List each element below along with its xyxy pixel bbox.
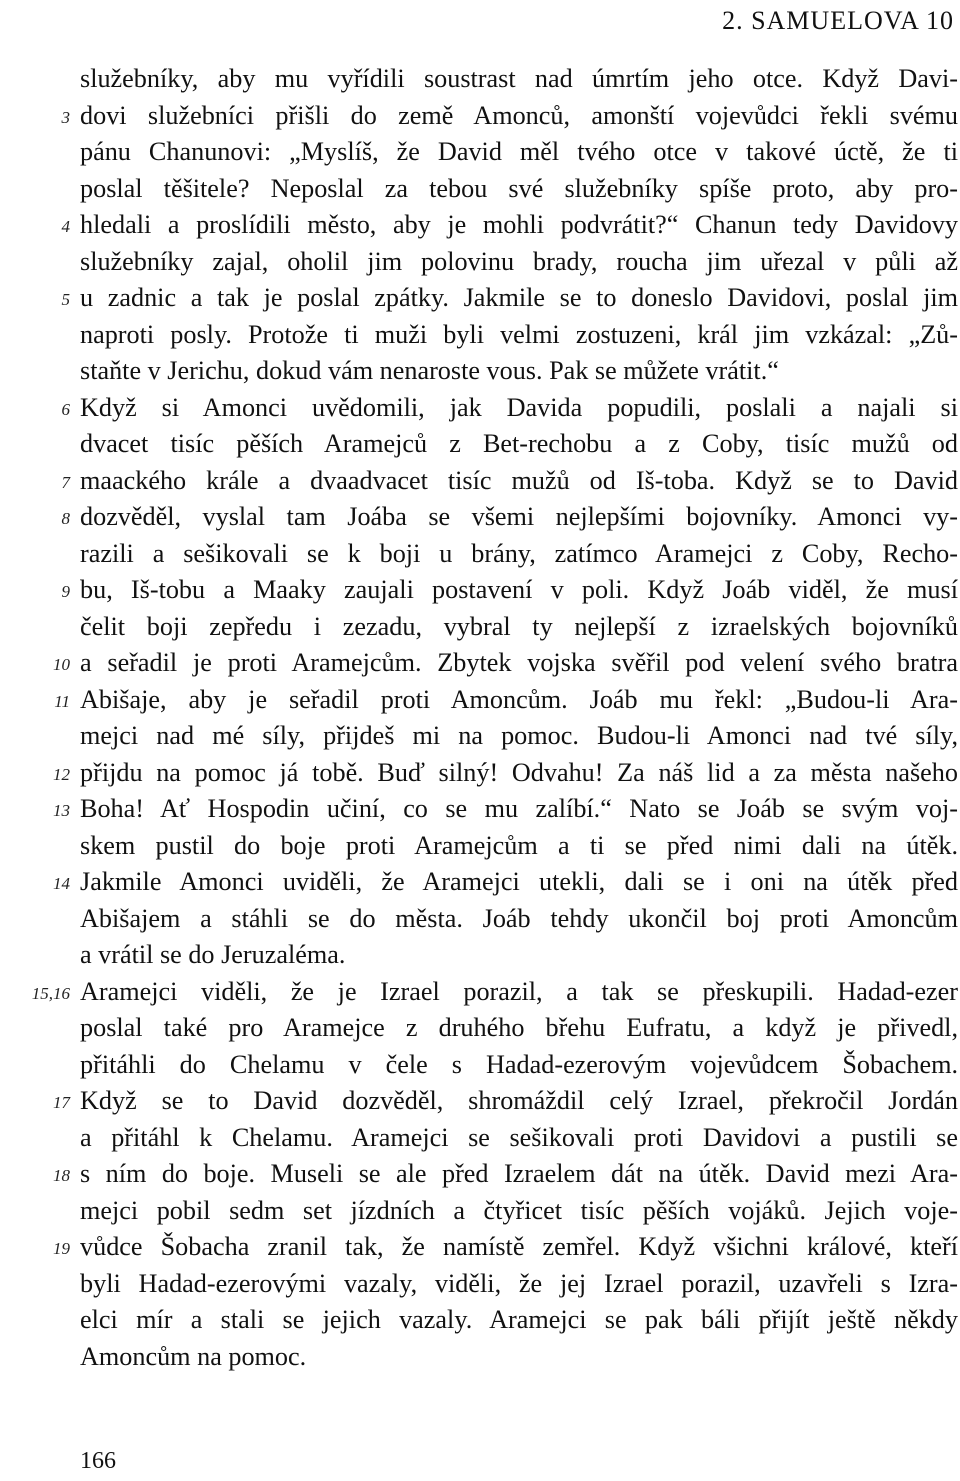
verse-number: 11	[54, 691, 70, 711]
text-line: pánu Chanunovi: „Myslíš, že David měl tvého otce v takové úctě, že ti	[80, 137, 958, 166]
verse-number: 5	[61, 290, 70, 309]
text-line: mejci pobil sedm set jízdních a čtyřicet tisíc pěších vojáků. Jejich voje-	[80, 1195, 958, 1225]
text-line: a seřadil je proti Aramejcům. Zbytek vojska svěřil pod velení svého bratra	[80, 648, 958, 677]
text-line: a vrátil se do Jeruzaléma.	[80, 940, 346, 969]
verse-number: 6	[61, 399, 70, 419]
verse-number: 10	[53, 655, 70, 674]
text-line: poslal také pro Aramejce z druhého břehu Eufratu, a když je přivedl,	[80, 1013, 958, 1042]
text-line: přijdu na pomoc já tobě. Buď silný! Odvahu! Za náš lid a za města našeho	[80, 757, 958, 787]
text-line: dvacet tisíc pěších Aramejců z Bet-rechobu a z Coby, tisíc mužů od	[80, 429, 958, 458]
text-line: čelit boji zepředu i zezadu, vybral ty nejlepší z izraelských bojovníků	[80, 611, 958, 641]
text-line: a přitáhl k Chelamu. Aramejci se sešikovali proti Davidovi a pustili se	[80, 1122, 958, 1152]
text-line: dovi služebníci přišli do země Amonců, amonští vojevůdci řekli svému	[80, 100, 958, 130]
text-line: staňte v Jerichu, dokud vám nenaroste vous. Pak se můžete vrátit.“	[80, 356, 779, 385]
text-line: přitáhli do Chelamu v čele s Hadad-ezerovým vojevůdcem Šobachem.	[80, 1049, 958, 1079]
verse-number: 14	[53, 874, 70, 893]
text-line: Aramejci viděli, že je Izrael porazil, a tak se přeskupili. Hadad-ezer	[80, 976, 958, 1006]
text-line: Jakmile Amonci uviděli, že Aramejci utekli, dali se i oni na útěk před	[80, 867, 958, 896]
verse-number: 13	[53, 801, 70, 820]
text-line: hledali a proslídili město, aby je mohli podvrátit?“ Chanun tedy Davidovy	[80, 210, 958, 239]
verse-number: 12	[53, 764, 70, 784]
verse-number: 19	[53, 1239, 70, 1258]
verse-number: 9	[61, 582, 70, 601]
text-line: Když se to David dozvěděl, shromáždil celý Izrael, překročil Jordán	[80, 1086, 958, 1115]
text-line: skem pustil do boje proti Aramejcům a ti se před nimi dali na útěk.	[80, 830, 958, 860]
verse-number: 17	[53, 1093, 70, 1112]
text-line: služebníky zajal, oholil jim polovinu brady, roucha jim uřezal v půli až	[80, 246, 958, 276]
verse-number: 15,16	[31, 983, 70, 1003]
text-line: vůdce Šobacha zranil tak, že namístě zemřel. Když všichni králové, kteří	[80, 1232, 958, 1261]
text-line: Když si Amonci uvědomili, jak Davida popudili, poslali a najali si	[80, 392, 958, 422]
verse-number: 7	[61, 472, 70, 492]
body-text	[80, 61, 958, 1375]
text-line: služebníky, aby mu vyřídili soustrast nad úmrtím jeho otce. Když Davi-	[80, 64, 958, 93]
text-line: bu, Iš-tobu a Maaky zaujali postavení v poli. Když Joáb viděl, že musí	[80, 575, 958, 604]
verse-number: 3	[61, 107, 70, 127]
verse-number: 4	[61, 217, 70, 236]
verse-number-column	[0, 0, 78, 1400]
text-line: razili a sešikovali se k boji u brány, zatímco Aramejci z Coby, Recho-	[80, 538, 958, 568]
text-line: poslal těšitele? Neposlal za tebou své služebníky spíše proto, aby pro-	[80, 173, 958, 203]
text-line: elci mír a stali se jejich vazaly. Aramejci se pak báli přijít ještě někdy	[80, 1305, 958, 1334]
verse-number: 18	[53, 1166, 70, 1185]
text-line: dozvěděl, vyslal tam Joába se všemi nejlepšími bojovníky. Amonci vy-	[80, 502, 958, 531]
text-line: Boha! Ať Hospodin učiní, co se mu zalíbí.“ Nato se Joáb se svým voj-	[80, 794, 958, 823]
text-line: Abišajem a stáhli se do města. Joáb tehdy ukončil boj proti Amoncům	[80, 903, 958, 933]
text-line: naproti posly. Protože ti muži byli velmi zostuzeni, král jim vzkázal: „Zů-	[80, 319, 958, 349]
running-header: 2. SAMUELOVA 10	[722, 6, 954, 35]
text-line: s ním do boje. Museli se ale před Izraelem dát na útěk. David mezi Ara-	[80, 1159, 958, 1188]
text-line: Abišaje, aby je seřadil proti Amoncům. Joáb mu řekl: „Budou-li Ara-	[80, 684, 958, 714]
text-line: Amoncům na pomoc.	[80, 1341, 307, 1371]
verse-number: 8	[61, 509, 70, 528]
text-line: byli Hadad-ezerovými vazaly, viděli, že jej Izrael porazil, uzavřeli s Izra-	[80, 1268, 958, 1298]
page-number: 166	[80, 1448, 116, 1474]
text-line: mejci nad mé síly, přijdeš mi na pomoc. Budou-li Amonci nad tvé síly,	[80, 721, 958, 750]
text-line: u zadnic a tak je poslal zpátky. Jakmile se to doneslo Davidovi, poslal jim	[80, 283, 958, 312]
text-line: maackého krále a dvaadvacet tisíc mužů od Iš-toba. Když se to David	[80, 465, 958, 495]
